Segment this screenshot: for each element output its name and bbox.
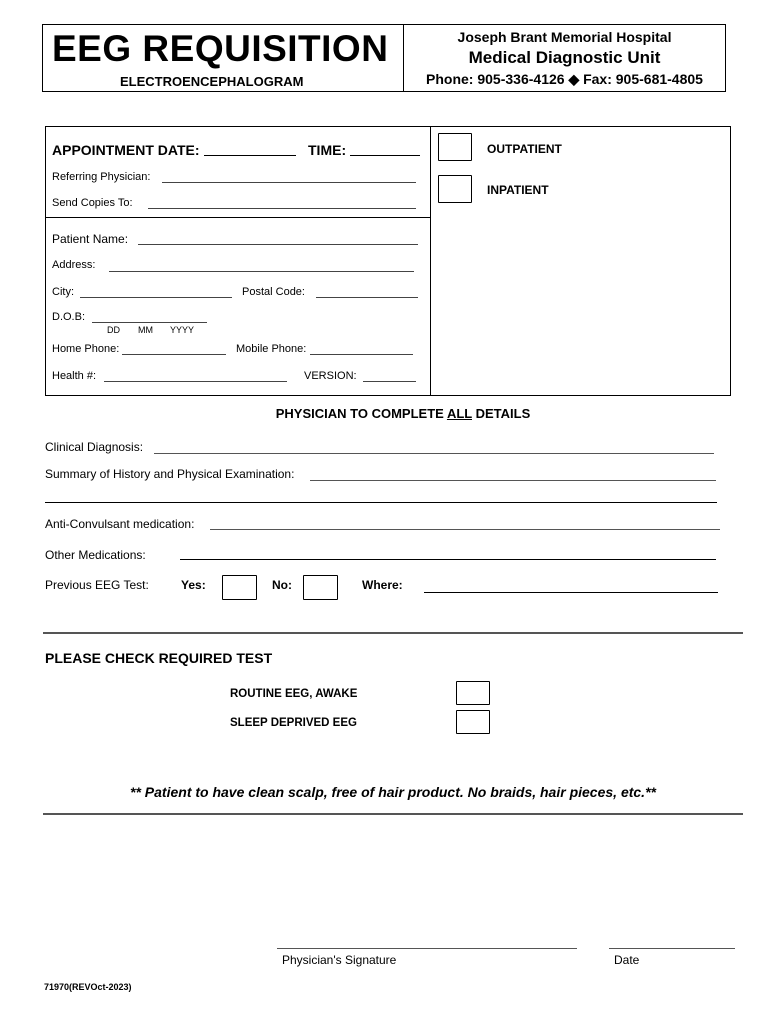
box-divider-horizontal <box>45 217 431 218</box>
previous-eeg-yes-label: Yes: <box>181 578 206 592</box>
inpatient-label: INPATIENT <box>487 183 549 197</box>
appointment-date-field[interactable] <box>204 155 296 156</box>
form-code: 71970(REVOct-2023) <box>44 982 132 992</box>
dob-month-hint: MM <box>138 325 153 335</box>
summary-field[interactable] <box>310 480 716 481</box>
unit-name: Medical Diagnostic Unit <box>468 48 661 67</box>
routine-eeg-label: ROUTINE EEG, AWAKE <box>230 688 358 700</box>
date-signature-line[interactable] <box>609 948 735 949</box>
health-number-label: Health #: <box>52 370 97 382</box>
clinical-diagnosis-label: Clinical Diagnosis: <box>45 440 144 454</box>
sleep-deprived-eeg-checkbox[interactable] <box>456 710 490 734</box>
previous-eeg-where-field[interactable] <box>424 592 718 593</box>
city-label: City: <box>52 286 74 298</box>
previous-eeg-no-checkbox[interactable] <box>303 575 338 600</box>
physician-heading-all: ALL <box>446 406 472 421</box>
dob-day-hint: DD <box>107 325 120 335</box>
required-test-heading: PLEASE CHECK REQUIRED TEST <box>45 650 273 666</box>
appointment-time-label: TIME: <box>308 142 347 158</box>
routine-eeg-checkbox[interactable] <box>456 681 490 705</box>
outpatient-checkbox[interactable] <box>438 133 472 161</box>
inpatient-checkbox[interactable] <box>438 175 472 203</box>
address-field[interactable] <box>109 271 414 272</box>
previous-eeg-label: Previous EEG Test: <box>45 578 149 592</box>
hospital-name: Joseph Brant Memorial Hospital <box>457 29 672 45</box>
physician-signature-line[interactable] <box>277 948 577 949</box>
version-label: VERSION: <box>304 370 357 382</box>
previous-eeg-yes-checkbox[interactable] <box>222 575 257 600</box>
patient-info-box <box>45 126 731 396</box>
referring-physician-field[interactable] <box>162 182 416 183</box>
physician-heading-post: DETAILS <box>471 406 531 421</box>
home-phone-field[interactable] <box>122 354 226 355</box>
sleep-deprived-eeg-label: SLEEP DEPRIVED EEG <box>230 717 357 729</box>
postal-code-label: Postal Code: <box>242 286 305 298</box>
section-divider-top <box>43 632 743 634</box>
mobile-phone-field[interactable] <box>310 354 413 355</box>
hospital-contact: Phone: 905-336-4126 ◆ Fax: 905-681-4805 <box>426 71 703 87</box>
address-label: Address: <box>52 259 96 271</box>
dob-year-hint: YYYY <box>170 325 195 335</box>
previous-eeg-no-label: No: <box>272 578 292 592</box>
referring-physician-label: Referring Physician: <box>52 171 151 183</box>
patient-notice: ** Patient to have clean scalp, free of hair product. No braids, hair pieces, etc.** <box>130 784 656 800</box>
dob-field[interactable] <box>92 322 207 323</box>
summary-field-line-2[interactable] <box>45 502 717 503</box>
health-number-field[interactable] <box>104 381 287 382</box>
send-copies-field[interactable] <box>148 208 416 209</box>
patient-name-field[interactable] <box>138 244 418 245</box>
physician-signature-label: Physician's Signature <box>282 953 397 967</box>
physician-heading-pre: PHYSICIAN TO COMPLETE <box>275 406 447 421</box>
form-subtitle: ELECTROENCEPHALOGRAM <box>120 74 304 89</box>
summary-label: Summary of History and Physical Examination: <box>45 467 295 481</box>
date-signature-label: Date <box>614 953 640 967</box>
send-copies-label: Send Copies To: <box>52 197 133 209</box>
dob-label: D.O.B: <box>52 311 86 323</box>
city-field[interactable] <box>80 297 232 298</box>
patient-name-label: Patient Name: <box>52 232 129 246</box>
previous-eeg-where-label: Where: <box>362 578 403 592</box>
other-medications-field[interactable] <box>180 559 716 560</box>
physician-section-heading <box>18 406 770 421</box>
other-medications-label: Other Medications: <box>45 548 146 562</box>
postal-code-field[interactable] <box>316 297 418 298</box>
form-title: EEG REQUISITION <box>52 28 389 69</box>
clinical-diagnosis-field[interactable] <box>154 453 714 454</box>
outpatient-label: OUTPATIENT <box>487 142 562 156</box>
appointment-time-field[interactable] <box>350 155 420 156</box>
mobile-phone-label: Mobile Phone: <box>236 343 307 355</box>
anticonvulsant-label: Anti-Convulsant medication: <box>45 517 195 531</box>
appointment-date-label: APPOINTMENT DATE: <box>52 142 200 158</box>
home-phone-label: Home Phone: <box>52 343 120 355</box>
anticonvulsant-field[interactable] <box>210 529 720 530</box>
box-divider-vertical <box>430 126 431 396</box>
version-field[interactable] <box>363 381 416 382</box>
section-divider-bottom <box>43 813 743 815</box>
